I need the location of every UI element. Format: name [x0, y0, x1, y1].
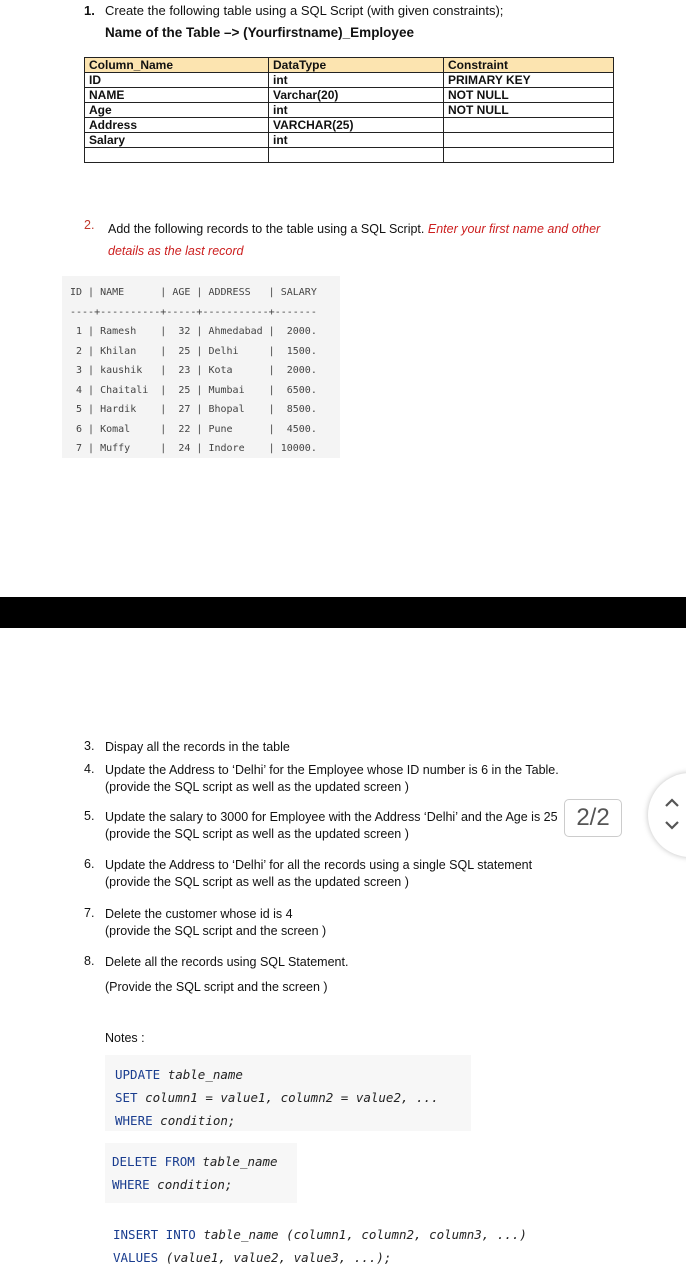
table-cell: Age — [85, 103, 269, 118]
code-identifier: table_name — [167, 1067, 243, 1082]
question-number: 7. — [84, 906, 95, 920]
table-cell: Address — [85, 118, 269, 133]
schema-table — [84, 57, 614, 163]
question-text: Delete the customer whose id is 4 — [105, 907, 293, 921]
console-row: 5 | Hardik | 27 | Bhopal | 8500. — [70, 404, 317, 415]
table-cell: int — [269, 133, 444, 148]
table-cell: ID — [85, 73, 269, 88]
table-cell — [269, 148, 444, 163]
table-cell: Varchar(20) — [269, 88, 444, 103]
question-number: 6. — [84, 857, 95, 871]
code-keyword: DELETE FROM — [112, 1154, 195, 1169]
code-keyword: SET — [115, 1090, 138, 1105]
table-row — [85, 103, 614, 118]
delete-snippet — [112, 1150, 278, 1196]
page-indicator: 2/2 — [564, 799, 622, 837]
page-nav-control[interactable] — [648, 773, 686, 857]
question-text: Delete all the records using SQL Statement. — [105, 955, 349, 969]
table-name-title: Name of the Table –> (Yourfirstname)_Employee — [105, 25, 414, 40]
console-row: 3 | kaushik | 23 | Kota | 2000. — [70, 365, 317, 376]
code-keyword: WHERE — [112, 1177, 150, 1192]
header-cell: Column_Name — [85, 58, 269, 73]
question-subtext: (provide the SQL script and the screen ) — [105, 924, 327, 938]
question-1-number: 1. — [84, 3, 95, 18]
schema-header-row — [85, 58, 614, 73]
question-text: Dispay all the records in the table — [105, 740, 290, 754]
table-cell: int — [269, 73, 444, 88]
console-row: 6 | Komal | 22 | Pune | 4500. — [70, 423, 317, 435]
question-2-number: 2. — [84, 218, 95, 232]
question-1-text: Create the following table using a SQL Script (with given constraints); — [105, 3, 504, 18]
table-row — [85, 133, 614, 148]
code-keyword: INSERT INTO — [113, 1227, 196, 1242]
console-header: ID | NAME | AGE | ADDRESS | SALARY — [70, 287, 317, 298]
question-number: 8. — [84, 954, 95, 968]
question-2-red-note: Enter your first name and other details as the last record — [108, 222, 601, 258]
chevron-up-icon[interactable] — [664, 795, 680, 811]
table-row — [85, 148, 614, 163]
update-snippet — [115, 1063, 439, 1132]
code-condition: condition; — [157, 1177, 233, 1192]
question-subtext: (provide the SQL script as well as the updated screen ) — [105, 875, 409, 889]
code-clause: column1 = value1, column2 = value2, ... — [145, 1090, 439, 1105]
console-row: 2 | Khilan | 25 | Delhi | 1500. — [70, 345, 317, 357]
code-keyword: UPDATE — [115, 1067, 161, 1082]
code-values: (value1, value2, value3, ...); — [165, 1250, 392, 1265]
console-row: 4 | Chaitali | 25 | Mumbai | 6500. — [70, 384, 317, 396]
table-cell: Salary — [85, 133, 269, 148]
console-separator: ----+----------+-----+-----------+------- — [70, 306, 317, 318]
console-row: 7 | Muffy | 24 | Indore | 10000. — [70, 443, 317, 454]
notes-label: Notes : — [105, 1031, 145, 1045]
question-number: 4. — [84, 762, 95, 776]
question-text: Update the Address to ‘Delhi’ for the Employee whose ID number is 6 in the Table. — [105, 763, 559, 777]
table-cell: PRIMARY KEY — [444, 73, 614, 88]
table-cell — [444, 148, 614, 163]
table-cell — [85, 148, 269, 163]
table-cell: int — [269, 103, 444, 118]
code-keyword: WHERE — [115, 1113, 153, 1128]
chevron-down-icon[interactable] — [664, 817, 680, 833]
question-2-text — [108, 218, 608, 262]
table-cell — [444, 133, 614, 148]
question-text: Update the Address to ‘Delhi’ for all the records using a single SQL statement — [105, 858, 533, 872]
table-row — [85, 73, 614, 88]
table-row — [85, 118, 614, 133]
code-clause: table_name (column1, column2, column3, ...) — [203, 1227, 527, 1242]
header-cell: DataType — [269, 58, 444, 73]
code-keyword: VALUES — [113, 1250, 159, 1265]
question-text: Update the salary to 3000 for Employee with the Address ‘Delhi’ and the Age is 25 — [105, 810, 558, 824]
console-row: 1 | Ramesh | 32 | Ahmedabad | 2000. — [70, 326, 317, 337]
table-row — [85, 88, 614, 103]
table-cell: NOT NULL — [444, 88, 614, 103]
table-cell: NAME — [85, 88, 269, 103]
question-2-instruction: Add the following records to the table using a SQL Script. — [108, 222, 425, 236]
question-number: 5. — [84, 809, 95, 823]
table-cell — [444, 118, 614, 133]
header-cell: Constraint — [444, 58, 614, 73]
page-divider-bar — [0, 597, 686, 628]
question-number: 3. — [84, 739, 95, 753]
insert-snippet — [113, 1223, 527, 1269]
question-subtext: (Provide the SQL script and the screen ) — [105, 980, 328, 994]
code-condition: condition; — [160, 1113, 236, 1128]
question-subtext: (provide the SQL script as well as the updated screen ) — [105, 780, 409, 794]
table-cell: VARCHAR(25) — [269, 118, 444, 133]
code-identifier: table_name — [202, 1154, 278, 1169]
table-cell: NOT NULL — [444, 103, 614, 118]
records-console-screenshot — [62, 276, 340, 458]
question-subtext: (provide the SQL script as well as the updated screen ) — [105, 827, 409, 841]
